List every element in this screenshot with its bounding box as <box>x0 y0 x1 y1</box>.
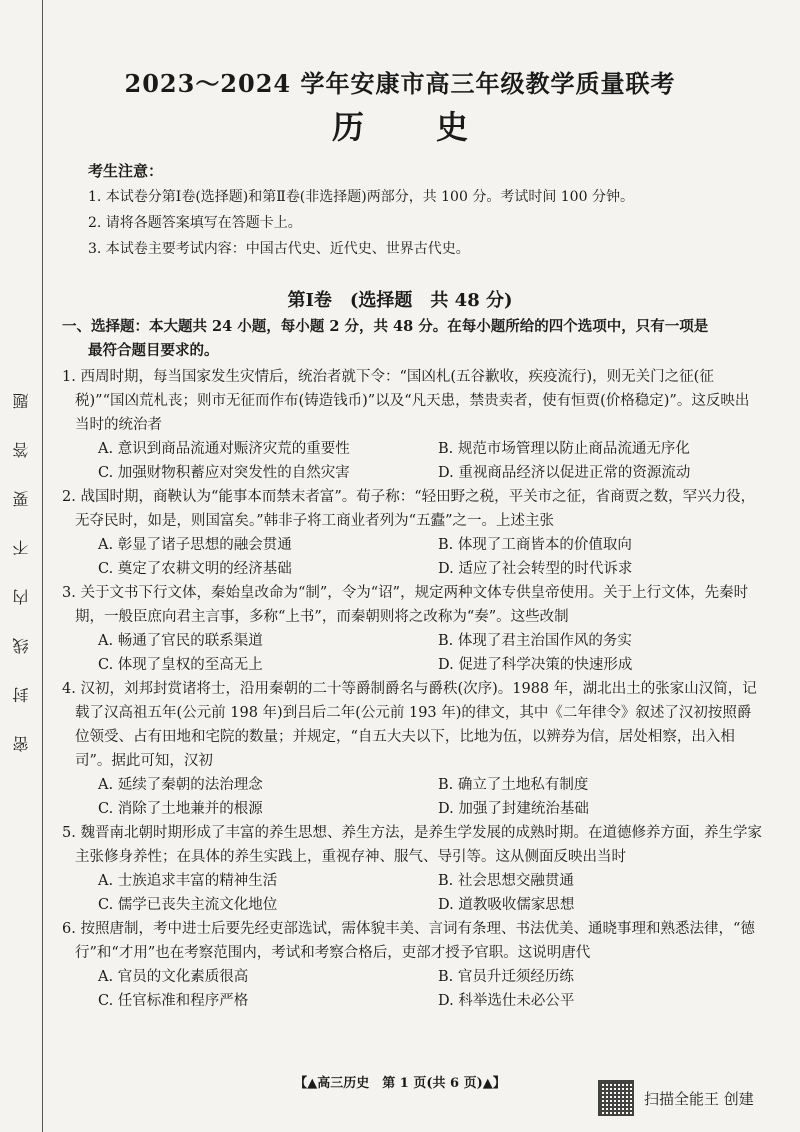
option-d: D. 重视商品经济以促进正常的资源流动 <box>438 465 691 481</box>
option-d: D. 道教吸收儒家思想 <box>438 897 575 913</box>
candidate-notice <box>88 160 768 265</box>
question-5 <box>62 821 762 917</box>
option-d: D. 科举选仕未必公平 <box>438 993 575 1009</box>
section-title: 第Ⅰ卷 (选择题 共 48 分) <box>287 290 513 311</box>
question-stem: 1. 西周时期，每当国家发生灾情后，统治者就下令：“国凶札(五谷歉收，疾疫流行)，则无关门之征(征税)”“国凶荒札丧；则市无征而作布(铸造钱币)”以及“凡天患，禁贵卖者，使有恒贾(价格稳定)”。这反映出当时的统治者 <box>62 369 750 433</box>
qr-code-icon <box>598 1080 634 1116</box>
option-d: D. 适应了社会转型的时代诉求 <box>438 561 633 577</box>
option-b: B. 体现了工商皆本的价值取向 <box>438 537 632 553</box>
question-stem: 6. 按照唐制，考中进士后要先经吏部选试，需体貌丰美、言词有条理、书法优美、通晓事理和熟悉法律，“德行”和“才用”也在考察范围内，考试和考察合格后，吏部才授予官职。这说明唐代 <box>62 921 755 961</box>
option-c: C. 体现了皇权的至高无上 <box>98 657 263 673</box>
binding-warning: 密封线内不要答题 <box>12 360 31 752</box>
option-c: C. 任官标准和程序严格 <box>98 993 249 1009</box>
option-d: D. 促进了科学决策的快速形成 <box>438 657 633 673</box>
option-b: B. 社会思想交融贯通 <box>438 873 574 889</box>
option-b: B. 规范市场管理以防止商品流通无序化 <box>438 441 690 457</box>
section-instructions <box>62 315 762 363</box>
option-b: B. 官员升迁须经历练 <box>438 969 574 985</box>
scanner-label: 扫描全能王 创建 <box>644 1089 754 1108</box>
option-a: A. 畅通了官民的联系渠道 <box>98 633 263 649</box>
question-stem: 2. 战国时期，商鞅认为“能事本而禁末者富”。荀子称：“轻田野之税，平关市之征，省商贾之数，罕兴力役，无夺民时，如是，则国富矣。”韩非子将工商业者列为“五蠹”之一。上述主张 <box>62 489 756 529</box>
subject-title: 历史 <box>331 108 540 146</box>
option-c: C. 儒学已丧失主流文化地位 <box>98 897 278 913</box>
option-c: C. 消除了土地兼并的根源 <box>98 801 263 817</box>
question-stem: 5. 魏晋南北朝时期形成了丰富的养生思想、养生方法，是养生学发展的成熟时期。在道德修养方面，养生学家主张修身养性；在具体的养生实践上，重视存神、服气、导引等。这从侧面反映出当时 <box>62 825 762 865</box>
question-2 <box>62 485 762 581</box>
question-list <box>62 365 762 1013</box>
option-a: A. 彰显了诸子思想的融会贯通 <box>98 537 292 553</box>
question-stem: 4. 汉初，刘邦封赏诸将士，沿用秦朝的二十等爵制爵名与爵秩(次序)。1988 年，湖北出土的张家山汉简，记载了汉高祖五年(公元前 198 年)到吕后二年(公元前 193 年)的律文，其中《二年律令》叙述了汉初按照爵位领受、占有田地和宅院的数量；并规定，“自五大夫以下，比地为伍，以辨券为信，居处相察，出入相司”。据此可知，汉初 <box>62 681 757 769</box>
question-stem: 3. 关于文书下行文体，秦始皇改命为“制”，令为“诏”，规定两种文体专供皇帝使用。关于上行文体，先秦时期，一般臣庶向君主言事，多称“上书”，而秦朝则将之改称为“奏”。这些改制 <box>62 585 749 625</box>
option-a: A. 士族追求丰富的精神生活 <box>98 873 278 889</box>
option-c: C. 奠定了农耕文明的经济基础 <box>98 561 292 577</box>
option-b: B. 体现了君主治国作风的务实 <box>438 633 632 649</box>
question-4 <box>62 677 762 821</box>
option-c: C. 加强财物积蓄应对突发性的自然灾害 <box>98 465 350 481</box>
instructions-line: 一、选择题：本大题共 24 小题，每小题 2 分，共 48 分。在每小题所给的四个选项中，只有一项是 <box>62 318 709 335</box>
notice-item: 3. 本试卷主要考试内容：中国古代史、近代史、世界古代史。 <box>88 241 470 257</box>
option-a: A. 意识到商品流通对赈济灾荒的重要性 <box>98 441 350 457</box>
instructions-line: 最符合题目要求的。 <box>88 342 219 359</box>
option-d: D. 加强了封建统治基础 <box>438 801 589 817</box>
notice-item: 1. 本试卷分第Ⅰ卷(选择题)和第Ⅱ卷(非选择题)两部分，共 100 分。考试时间 100 分钟。 <box>88 189 634 205</box>
option-a: A. 官员的文化素质很高 <box>98 969 249 985</box>
page-footer: 【▲高三历史 第 1 页(共 6 页)▲】 <box>294 1076 506 1091</box>
scanner-watermark <box>598 1078 754 1118</box>
question-6 <box>62 917 762 1013</box>
option-b: B. 确立了土地私有制度 <box>438 777 589 793</box>
question-1 <box>62 365 762 485</box>
notice-item: 2. 请将各题答案填写在答题卡上。 <box>88 215 302 231</box>
notice-heading: 考生注意： <box>88 162 164 180</box>
question-3 <box>62 581 762 677</box>
option-a: A. 延续了秦朝的法治理念 <box>98 777 263 793</box>
binding-line <box>42 0 43 1132</box>
exam-title: 2023～2024 学年安康市高三年级教学质量联考 <box>124 69 676 98</box>
